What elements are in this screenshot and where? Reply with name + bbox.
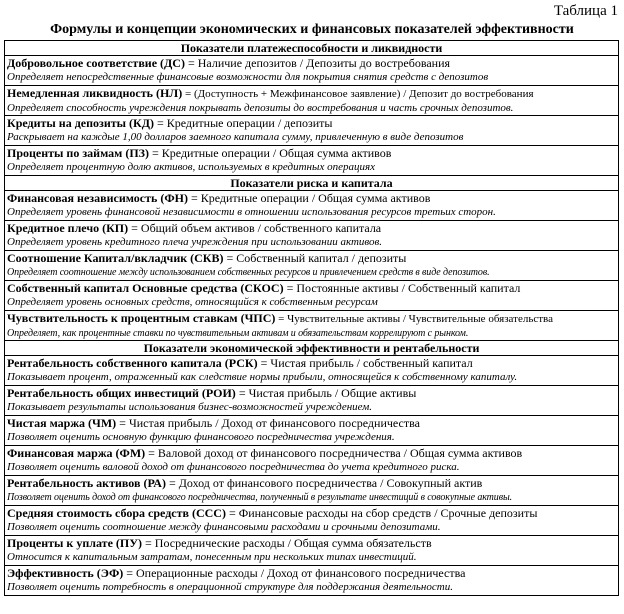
- table-title: Формулы и концепции экономических и финансовых показателей эффективности: [50, 22, 574, 37]
- indicator-name: Проценты по займам (ПЗ): [7, 146, 150, 160]
- indicator-description: Определяет соотношение между использованием собственных ресурсов и привлечением средств в виде депозитов.: [7, 267, 490, 278]
- indicator-description: Определяет процентную долю активов, используемых в кредитных операциях: [7, 161, 375, 173]
- indicator-formula-text: = Постоянные активы / Собственный капитал: [283, 281, 521, 295]
- indicator-name: Чистая маржа (ЧМ): [7, 416, 117, 430]
- indicator-name: Средняя стоимость сбора средств (ССС): [7, 506, 226, 520]
- indicator-formula-text: = Собственный капитал / депозиты: [223, 251, 407, 265]
- indicator-description: Определяет непосредственные финансовые возможности для покрытия снятия средств с депозитов: [7, 71, 489, 83]
- indicator-formula-text: = Кредитные операции / Общая сумма активов: [187, 191, 431, 205]
- indicator-row: [5, 221, 619, 251]
- indicator-formula: [7, 416, 616, 431]
- indicator-description: Определяет уровень кредитного плеча учреждения при использовании активов.: [7, 236, 383, 248]
- indicator-formula-text: = Кредитные операции / депозиты: [153, 116, 333, 130]
- indicator-row: [5, 251, 619, 281]
- indicator-description: Определяет способность учреждения покрывать депозиты до востребования и часть срочных депозитов.: [7, 102, 514, 114]
- indicator-formula-text: = Чистая прибыль / Доход от финансового посредничества: [116, 416, 420, 430]
- indicator-description: Позволяет оценить основную функцию финансового посредничества учреждения.: [7, 431, 395, 443]
- indicator-cell: [5, 416, 619, 446]
- section-heading: Показатели риска и капитала: [5, 176, 619, 191]
- indicator-row: [5, 311, 619, 341]
- indicator-formula: [7, 56, 616, 71]
- indicator-row: [5, 476, 619, 506]
- indicator-cell: [5, 506, 619, 536]
- section-heading: Показатели платежеспособности и ликвидности: [5, 41, 619, 56]
- indicator-description: Показывает процент, отраженный как следствие нормы прибыли, относящейся к собственному капиталу.: [7, 371, 518, 383]
- indicator-name: Кредитное плечо (КП): [7, 221, 129, 235]
- indicator-row: [5, 386, 619, 416]
- indicator-formula: [7, 146, 616, 161]
- indicator-formula: [7, 386, 616, 401]
- indicator-name: Немедленная ликвидность (НЛ): [7, 86, 183, 100]
- indicator-description: Позволяет оценить соотношение между финансовыми расходами и срочными депозитами.: [7, 521, 441, 533]
- indicator-name: Чувствительность к процентным ставкам (ЧПС): [7, 311, 276, 325]
- indicator-formula-text: = Кредитные операции / Общая сумма активов: [149, 146, 392, 160]
- indicator-formula: [7, 251, 616, 266]
- indicator-formula: [7, 536, 616, 551]
- section-header-row: [5, 176, 619, 191]
- indicator-cell: [5, 146, 619, 176]
- section-header-row: [5, 341, 619, 356]
- section-heading: Показатели экономической эффективности и рентабельности: [5, 341, 619, 356]
- indicator-cell: [5, 56, 619, 86]
- indicator-description: Позволяет оценить потребность в операционной структуре для поддержания деятельности.: [7, 581, 453, 593]
- indicator-cell: [5, 221, 619, 251]
- indicator-description: Определяет уровень основных средств, относящийся к собственным ресурсам: [7, 296, 378, 308]
- indicator-row: [5, 146, 619, 176]
- indicator-name: Рентабельность собственного капитала (РСК): [7, 356, 258, 370]
- section-header-row: [5, 41, 619, 56]
- indicator-cell: [5, 356, 619, 386]
- indicator-formula-text: = Операционные расходы / Доход от финансового посредничества: [123, 566, 466, 580]
- indicator-cell: [5, 536, 619, 566]
- indicator-formula: [7, 191, 616, 206]
- indicator-row: [5, 191, 619, 221]
- indicator-formula-text: = Доход от финансового посредничества / Совокупный актив: [165, 476, 483, 490]
- indicator-description: Определяет, как процентные ставки по чувствительным активам и обязательствам коррелируют с рынком.: [7, 328, 469, 339]
- indicator-cell: [5, 566, 619, 596]
- indicator-row: [5, 56, 619, 86]
- indicator-row: [5, 536, 619, 566]
- indicator-cell: [5, 476, 619, 506]
- indicator-formula: [7, 476, 616, 491]
- indicator-formula-text: = Финансовые расходы на сбор средств / Срочные депозиты: [225, 506, 538, 520]
- indicator-formula-text: = Валовой доход от финансового посредничества / Общая сумма активов: [145, 446, 523, 460]
- indicator-description: Позволяет оценить валовой доход от финансового посредничества до учета кредитного риска.: [7, 461, 460, 473]
- indicator-name: Рентабельность общих инвестиций (РОИ): [7, 386, 236, 400]
- indicator-formula: [7, 281, 616, 296]
- indicator-formula-text: = Наличие депозитов / Депозиты до востребования: [184, 56, 451, 70]
- indicator-cell: [5, 311, 619, 341]
- indicator-row: [5, 506, 619, 536]
- indicator-cell: [5, 116, 619, 146]
- indicator-description: Раскрывает на каждые 1,00 долларов заемного капитала сумму, привлеченную в виде депозитов: [7, 131, 464, 143]
- indicator-name: Собственный капитал Основные средства (СКОС): [7, 281, 284, 295]
- indicator-row: [5, 566, 619, 596]
- indicator-description: Показывает результаты использования бизнес-возможностей учреждением.: [7, 401, 373, 413]
- indicator-formula: [7, 86, 616, 102]
- indicator-row: [5, 86, 619, 116]
- indicator-row: [5, 446, 619, 476]
- indicator-formula-text: = Чистая прибыль / Общие активы: [235, 386, 417, 400]
- indicator-name: Добровольное соответствие (ДС): [7, 56, 185, 70]
- indicator-formula-text: = Общий объем активов / собственного капитала: [128, 221, 382, 235]
- indicator-formula: [7, 116, 616, 131]
- indicator-name: Финансовая независимость (ФН): [7, 191, 188, 205]
- indicator-formula: [7, 566, 616, 581]
- indicator-name: Рентабельность активов (РА): [7, 476, 166, 490]
- indicator-description: Относится к капитальным затратам, понесенным при нескольких типах инвестиций.: [7, 551, 417, 563]
- indicator-cell: [5, 191, 619, 221]
- indicator-formula: [7, 506, 616, 521]
- indicator-name: Кредиты на депозиты (КД): [7, 116, 154, 130]
- indicator-description: Определяет уровень финансовой независимости в отношении использования ресурсов третьих сторон.: [7, 206, 496, 218]
- indicator-formula-text: = Чувствительные активы / Чувствительные обязательства: [275, 313, 553, 325]
- indicator-cell: [5, 281, 619, 311]
- indicator-cell: [5, 251, 619, 281]
- indicator-cell: [5, 446, 619, 476]
- indicator-formula: [7, 221, 616, 236]
- indicator-row: [5, 281, 619, 311]
- indicator-row: [5, 116, 619, 146]
- indicator-cell: [5, 86, 619, 116]
- indicator-formula: [7, 446, 616, 461]
- indicator-row: [5, 356, 619, 386]
- indicator-formula-text: = (Доступность + Межфинансовое заявление) / Депозит до востребования: [182, 88, 534, 100]
- indicator-row: [5, 416, 619, 446]
- table-number: Таблица 1: [553, 3, 618, 19]
- indicator-formula: [7, 356, 616, 371]
- indicator-formula: [7, 311, 616, 327]
- indicator-formula-text: = Посреднические расходы / Общая сумма обязательств: [142, 536, 432, 550]
- indicator-name: Проценты к уплате (ПУ): [7, 536, 143, 550]
- indicators-table: [4, 40, 619, 596]
- indicator-formula-text: = Чистая прибыль / собственный капитал: [257, 356, 473, 370]
- indicator-name: Эффективность (ЭФ): [7, 566, 124, 580]
- indicator-description: Позволяет оценить доход от финансового посредничества, полученный в результате инвестиций в совокупные активы.: [7, 492, 513, 503]
- indicator-cell: [5, 386, 619, 416]
- indicator-name: Финансовая маржа (ФМ): [7, 446, 146, 460]
- indicator-name: Соотношение Капитал/вкладчик (СКВ): [7, 251, 224, 265]
